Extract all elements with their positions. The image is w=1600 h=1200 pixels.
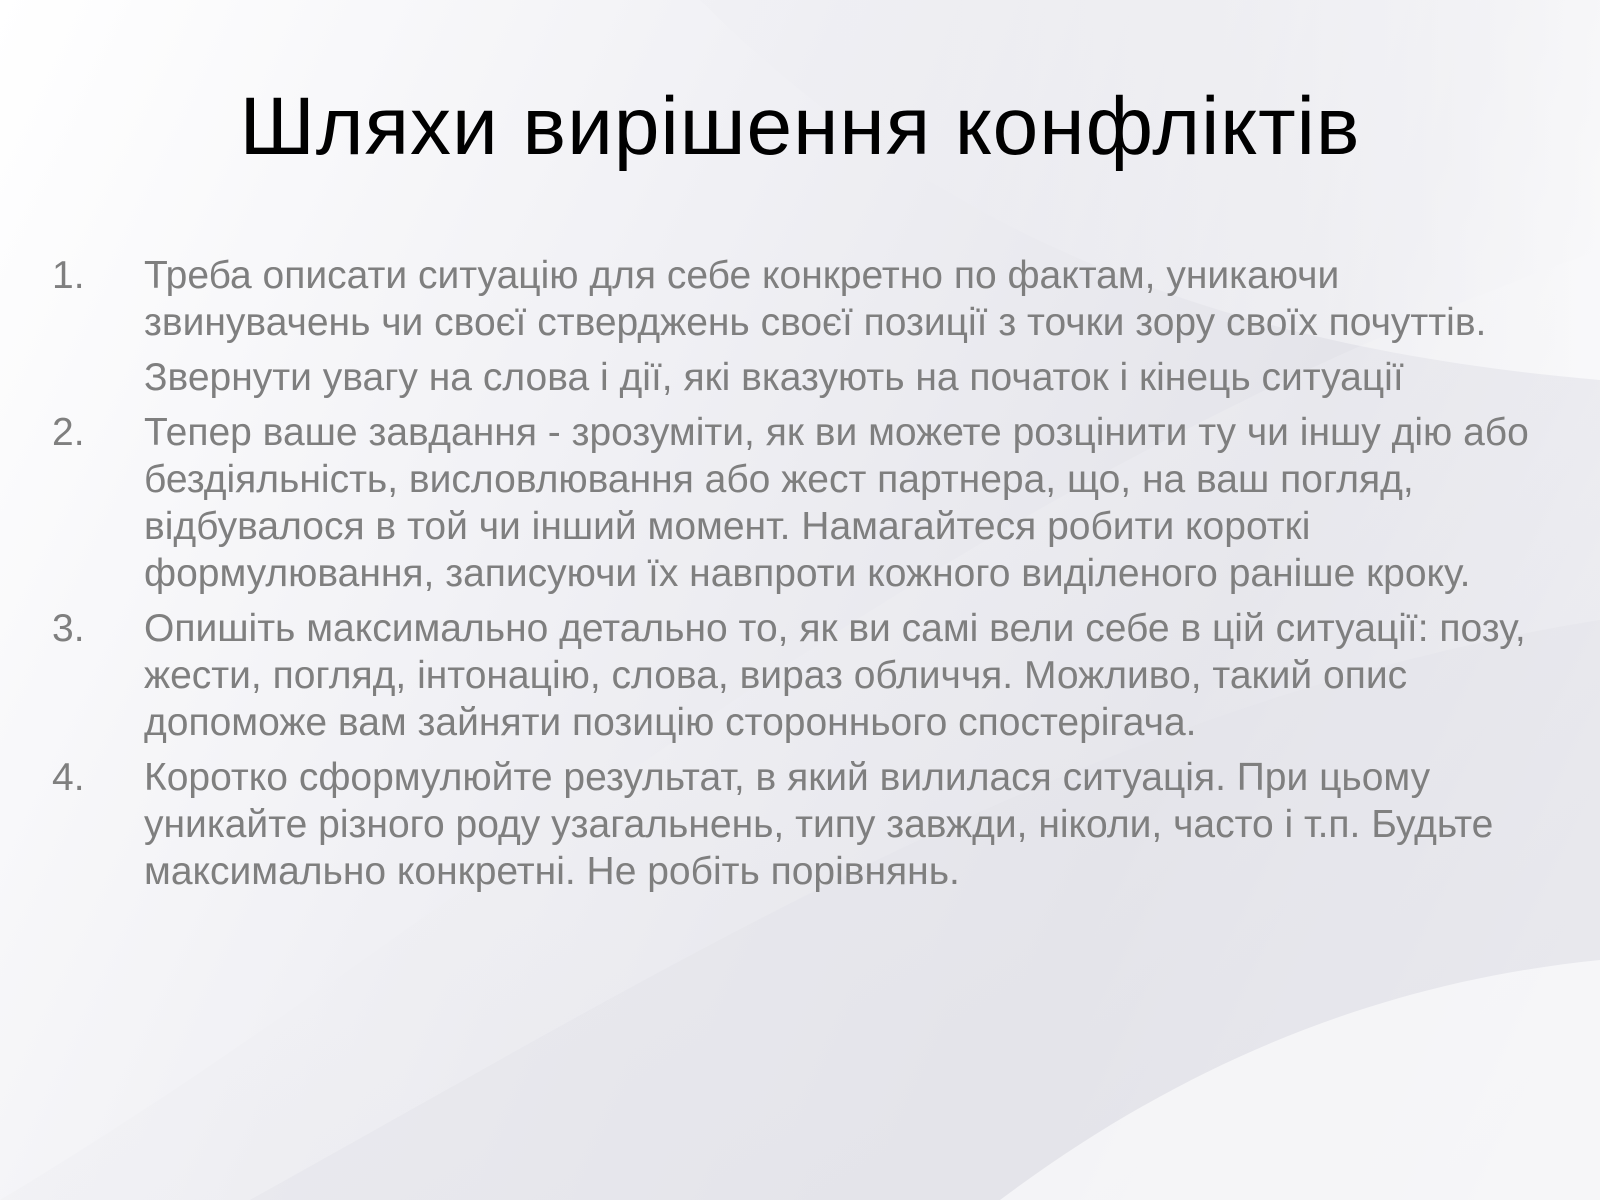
slide-title: Шляхи вирішення конфліктів bbox=[239, 81, 1361, 172]
list-item-text: Треба описати ситуацію для себе конкретно по фактам, уникаючи звинувачень чи своєї стверджень своєї позиції з точки зору своїх почуттів. bbox=[144, 254, 1487, 344]
list-item-number: 3. bbox=[52, 607, 85, 650]
list-item-text: Опишіть максимально детально то, як ви самі вели себе в цій ситуації: позу, жести, погляд, інтонацію, слова, вираз обличчя. Можливо, такий опис допоможе вам зайняти позицію стороннього спостерігача. bbox=[144, 607, 1526, 744]
list-item-number: 2. bbox=[52, 411, 85, 454]
numbered-list bbox=[52, 252, 1542, 903]
list-item-subtext: Звернути увагу на слова і дії, які вказують на початок і кінець ситуації bbox=[144, 356, 1404, 399]
list-item bbox=[52, 252, 1542, 346]
list-item-text: Коротко сформулюйте результат, в який вилилася ситуація. При цьому уникайте різного роду узагальнень, типу завжди, ніколи, часто і т.п. Будьте максимально конкретні. Не робіть порівнянь. bbox=[144, 756, 1494, 893]
list-item bbox=[52, 409, 1542, 597]
list-item bbox=[52, 605, 1542, 746]
list-item-number: 4. bbox=[52, 756, 85, 799]
list-item-number: 1. bbox=[52, 254, 85, 297]
list-item bbox=[52, 754, 1542, 895]
list-item-text: Тепер ваше завдання - зрозуміти, як ви можете розцінити ту чи іншу дію або бездіяльність, висловлювання або жест партнера, що, на ваш погляд, відбувалося в той чи інший момент. Намагайтеся робити короткі формулювання, записуючи їх навпроти кожного виділеного раніше кроку. bbox=[144, 411, 1529, 595]
